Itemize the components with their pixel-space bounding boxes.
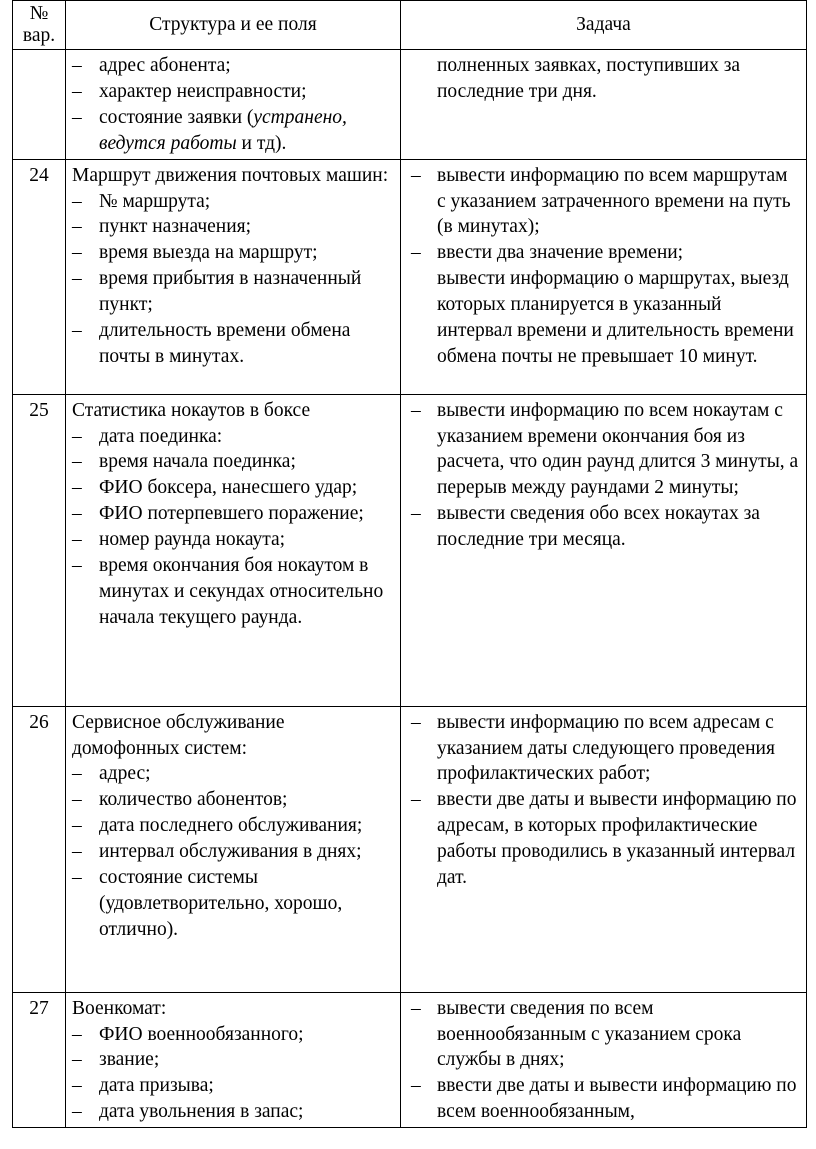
dash-bullet: – — [72, 503, 82, 525]
dash-bullet: – — [72, 190, 82, 212]
table-row — [13, 394, 807, 706]
structure-cell — [66, 992, 401, 1128]
structure-title: Статистика нокаутов в боксе — [72, 399, 311, 421]
dash-bullet: – — [72, 477, 82, 499]
task-cell — [401, 992, 807, 1128]
dash-bullet: – — [411, 789, 421, 811]
task-cell — [401, 159, 807, 394]
task-continuation: вывести информацию о маршрутах, выезд которых планируется в указанный интервал времени и длительность времени обмена почты не превышает 10 минут. — [437, 268, 794, 367]
dash-bullet: – — [72, 425, 82, 447]
dash-bullet: – — [411, 997, 421, 1019]
field-item: – звание; — [72, 1047, 394, 1073]
field-item: – время прибытия в назначенный пункт; — [72, 268, 362, 316]
dash-bullet: – — [411, 711, 421, 733]
field-item: – время начала поединка; — [72, 449, 394, 475]
dash-bullet: – — [72, 1049, 82, 1071]
dash-bullet: – — [72, 815, 82, 837]
dash-bullet: – — [411, 1075, 421, 1097]
field-item: – номер раунда нокаута; — [72, 527, 394, 553]
structure-title: Маршрут движения почтовых машин: — [72, 164, 389, 186]
structure-cell — [66, 394, 401, 706]
task-item: – вывести информацию по всем адресам с указанием даты следующего проведения профилактических работ; — [411, 711, 775, 785]
task-item: – вывести сведения обо всех нокаутах за последние три месяца. — [411, 503, 760, 551]
structure-cell — [66, 159, 401, 394]
variant-number: 24 — [13, 159, 66, 394]
dash-bullet: – — [72, 763, 82, 785]
dash-bullet: – — [411, 164, 421, 186]
dash-bullet: – — [411, 399, 421, 421]
dash-bullet: – — [72, 106, 82, 128]
table-row — [13, 992, 807, 1128]
task-item: – вывести информацию по всем нокаутам с указанием времени окончания боя из расчета, что один раунд длится 3 минуты, а перерыв между раундами 2 минуты; — [411, 399, 799, 499]
dash-bullet: – — [72, 55, 82, 76]
dash-bullet: – — [72, 242, 82, 264]
field-item: – ФИО военнообязанного; — [72, 1022, 394, 1048]
field-item: – время окончания боя нокаутом в минутах и секундах относительно начала текущего раунда. — [72, 555, 384, 628]
variant-number: 25 — [13, 394, 66, 706]
field-item: – состояние системы (удовлетворительно, хорошо, отлично). — [72, 867, 343, 940]
structure-title: Военкомат: — [72, 997, 167, 1019]
dash-bullet: – — [72, 80, 82, 102]
dash-bullet: – — [72, 1101, 82, 1123]
field-item: – дата увольнения в запас; — [72, 1099, 394, 1125]
header-variant-number: № вар. — [13, 1, 66, 50]
field-item: – ФИО потерпевшего поражение; — [72, 501, 394, 527]
variant-number — [13, 50, 66, 160]
task-cell — [401, 706, 807, 992]
field-item: – адрес абонента; — [72, 53, 394, 79]
field-item: – состояние заявки (устранено, ведутся работы и тд). — [72, 106, 347, 154]
task-item: – ввести две даты и вывести информацию по всем военнообязанным, — [411, 1075, 797, 1123]
field-item: – адрес; — [72, 761, 394, 787]
table-row — [13, 50, 807, 160]
field-item: – дата призыва; — [72, 1073, 394, 1099]
structure-cell — [66, 50, 401, 160]
task-item: – вывести сведения по всем военнообязанным с указанием срока службы в днях; — [411, 997, 742, 1071]
dash-bullet: – — [72, 789, 82, 811]
task-item: – вывести информацию по всем маршрутам с указанием затраченного времени на путь (в минутах); — [411, 164, 791, 238]
table-row — [13, 159, 807, 394]
dash-bullet: – — [72, 867, 82, 889]
variants-table — [12, 0, 807, 1128]
header-task: Задача — [401, 1, 807, 50]
header-structure: Структура и ее поля — [66, 1, 401, 50]
dash-bullet: – — [72, 555, 82, 577]
dash-bullet: – — [72, 320, 82, 342]
structure-title: Сервисное обслуживание домофонных систем: — [72, 711, 285, 759]
field-item: – дата поединка: — [72, 424, 394, 450]
field-item: – длительность времени обмена почты в минутах. — [72, 320, 351, 367]
task-item: – ввести две даты и вывести информацию по адресам, в которых профилактические работы проводились в указанный интервал дат. — [411, 789, 797, 889]
structure-cell — [66, 706, 401, 992]
field-item: – характер неисправности; — [72, 79, 394, 105]
dash-bullet: – — [72, 451, 82, 473]
task-continuation: полненных заявках, поступивших за последние три дня. — [437, 55, 741, 102]
table-row — [13, 706, 807, 992]
dash-bullet: – — [72, 1023, 82, 1045]
task-cell — [401, 50, 807, 160]
task-cell — [401, 394, 807, 706]
variant-number: 26 — [13, 706, 66, 992]
dash-bullet: – — [72, 529, 82, 551]
field-item: – интервал обслуживания в днях; — [72, 839, 394, 865]
field-item: – № маршрута; — [72, 189, 394, 215]
field-item: – ФИО боксера, нанесшего удар; — [72, 475, 394, 501]
field-item: – дата последнего обслуживания; — [72, 813, 394, 839]
dash-bullet: – — [72, 841, 82, 863]
variant-number: 27 — [13, 992, 66, 1128]
table-header-row — [13, 1, 807, 50]
dash-bullet: – — [72, 268, 82, 290]
field-item: – пункт назначения; — [72, 214, 394, 240]
task-item: – ввести два значение времени; — [407, 240, 800, 266]
field-item: – время выезда на маршрут; — [72, 240, 394, 266]
field-item: – количество абонентов; — [72, 787, 394, 813]
dash-bullet: – — [72, 1075, 82, 1097]
dash-bullet: – — [411, 503, 421, 525]
dash-bullet: – — [411, 242, 421, 264]
dash-bullet: – — [72, 216, 82, 238]
